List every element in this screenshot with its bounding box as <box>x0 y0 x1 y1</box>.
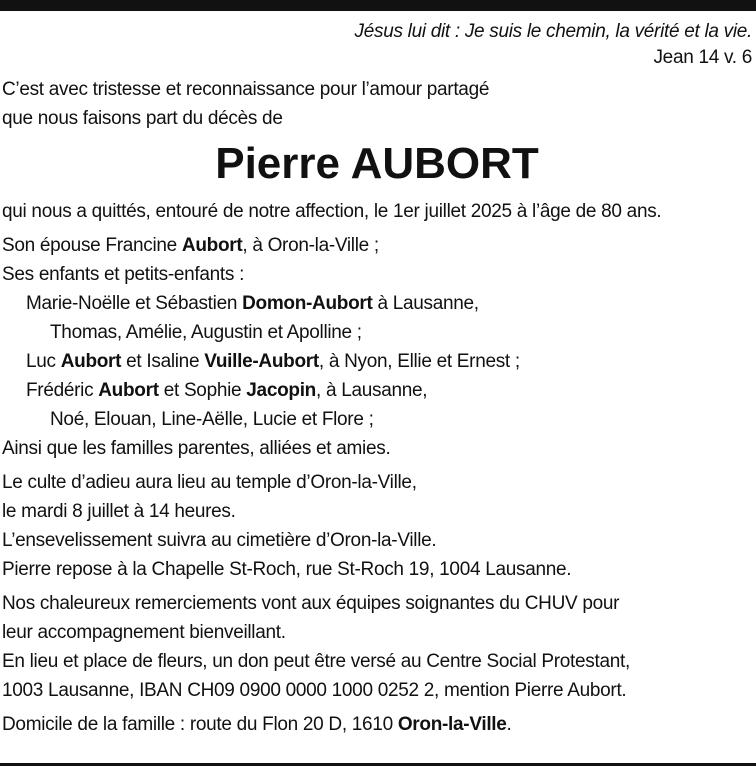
spouse-line <box>2 231 752 260</box>
children-heading: Ses enfants et petits-enfants : <box>2 264 245 285</box>
service-line-3: L’ensevelissement suivra au cimetière d’Oron-la-Ville. <box>2 530 437 551</box>
spouse-surname: Aubort <box>181 235 243 256</box>
passing-line: qui nous a quittés, entouré de notre affection, le 1er juillet 2025 à l’âge de 80 ans. <box>2 201 662 222</box>
family-address <box>2 710 752 739</box>
spouse-pre: Son épouse Francine <box>2 235 182 256</box>
child-3-spouse-surname: Jacopin <box>246 380 316 401</box>
thanks-section <box>2 589 752 705</box>
spouse-post: , à Oron-la-Ville ; <box>242 235 379 256</box>
top-rule <box>0 0 756 11</box>
obituary-notice <box>2 19 752 739</box>
child-1-grandchildren: Thomas, Amélie, Augustin et Apolline ; <box>50 322 362 343</box>
address-locality: Oron-la-Ville <box>397 714 507 735</box>
service-line-4: Pierre repose à la Chapelle St-Roch, rue St-Roch 19, 1004 Lausanne. <box>2 559 572 580</box>
thanks-line-3: En lieu et place de fleurs, un don peut être versé au Centre Social Protestant, <box>2 651 630 672</box>
bottom-rule <box>0 763 756 766</box>
child-2-surname: Aubort <box>60 351 122 372</box>
child-3-line <box>2 376 752 405</box>
address-pre: Domicile de la famille : route du Flon 20 D, 1610 <box>2 714 398 735</box>
deceased-name: Pierre AUBORT <box>215 139 539 188</box>
thanks-line-1: Nos chaleureux remerciements vont aux équipes soignantes du CHUV pour <box>2 593 620 614</box>
child-1-post: à Lausanne, <box>372 293 479 314</box>
child-3-mid: et Sophie <box>158 380 247 401</box>
child-2-pre: Luc <box>26 351 61 372</box>
child-3-pre: Frédéric <box>26 380 99 401</box>
child-3-surname: Aubort <box>98 380 159 401</box>
verse-reference: Jean 14 v. 6 <box>653 47 752 68</box>
child-1-line <box>2 289 752 318</box>
child-2-line <box>2 347 752 376</box>
child-2-mid: et Isaline <box>121 351 205 372</box>
child-2-post: , à Nyon, Ellie et Ernest ; <box>318 351 520 372</box>
service-line-1: Le culte d’adieu aura lieu au temple d’Oron-la-Ville, <box>2 472 417 493</box>
address-post: . <box>506 714 512 735</box>
intro-line-1: C’est avec tristesse et reconnaissance pour l’amour partagé <box>2 79 490 100</box>
child-2-spouse-surname: Vuille-Aubort <box>204 351 319 372</box>
child-1-pre: Marie-Noëlle et Sébastien <box>26 293 243 314</box>
bible-verse: Jésus lui dit : Je suis le chemin, la vérité et la vie. <box>354 21 752 42</box>
child-3-post: , à Lausanne, <box>315 380 428 401</box>
family-section <box>2 231 752 463</box>
child-1-surname: Domon-Aubort <box>242 293 373 314</box>
relatives-line: Ainsi que les familles parentes, alliées et amies. <box>2 438 391 459</box>
intro-line-2: que nous faisons part du décès de <box>2 108 283 129</box>
service-section <box>2 468 752 584</box>
service-line-2: le mardi 8 juillet à 14 heures. <box>2 501 236 522</box>
child-3-grandchildren: Noé, Elouan, Line-Aëlle, Lucie et Flore ; <box>50 409 374 430</box>
thanks-line-4: 1003 Lausanne, IBAN CH09 0900 0000 1000 0252 2, mention Pierre Aubort. <box>2 680 627 701</box>
thanks-line-2: leur accompagnement bienveillant. <box>2 622 286 643</box>
